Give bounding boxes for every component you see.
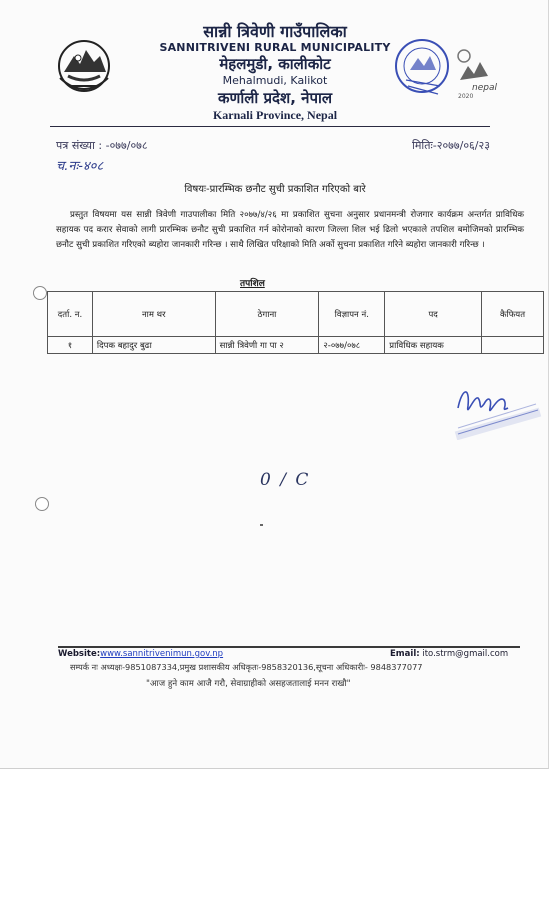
officer-signature-stamp — [448, 378, 544, 440]
table-cell — [482, 337, 544, 354]
table-row — [48, 337, 544, 354]
province-en: Karnali Province, Nepal — [212, 108, 338, 122]
municipality-name-np: सान्नी त्रिवेणी गाउँपालिका — [203, 22, 347, 41]
footer-divider — [58, 646, 520, 648]
column-header: दर्ता. न. — [48, 292, 93, 337]
email-label: Email: — [390, 649, 420, 659]
dispatch-number: च.नः-४०८ — [56, 159, 104, 174]
header-divider — [50, 126, 490, 127]
municipality-name-en: SANNITRIVENI RURAL MUNICIPALITY — [159, 41, 391, 54]
ink-speck — [260, 524, 263, 526]
shortlist-table — [47, 291, 544, 354]
table-title: तपशिल — [240, 279, 265, 289]
website-link[interactable]: www.sannitrivenimun.gov.np — [100, 649, 224, 659]
column-header: ठेगाना — [215, 292, 319, 337]
letter-body: प्रस्तुत विषयमा यस सान्नी त्रिवेणी गाउपालीका मिति २०७७/४/२६ मा प्रकाशित सुचना अनुसार प्रधानमन्त्री रोजगार कार्यक्रम अन्तर्गत प्राविधिक सहायक पद करार सेवाको लागी प्रारम्भिक छनौट सुची प्रकाशित गर्न कोरोनाको कारण जिल्ला शिल भई ढिलो भएकाले तपशिल बमोजिमको प्रारम्भिक छनौट सुची प्रकाशित गरिएको ब्यहोरा जानकारी गरिन्छ । साथै लिखित परिक्षाको मिति अर्को सुचना प्रकाशित गरिने ब्यहोरा जानकारी गरिन्छ । — [56, 210, 524, 251]
nepal-emblem-logo — [56, 38, 112, 96]
table-cell: दिपक बहादुर बुढा — [92, 337, 215, 354]
table-cell: सान्नी त्रिवेणी गा पा २ — [215, 337, 319, 354]
footer-website — [58, 649, 223, 659]
column-header: नाम थर — [92, 292, 215, 337]
punch-hole — [33, 286, 47, 300]
office-location-en: Mehalmudi, Kalikot — [222, 74, 328, 87]
svg-text:nepal: nepal — [472, 83, 497, 93]
footer-email — [390, 649, 508, 659]
column-header: पद — [385, 292, 482, 337]
footer-motto: "आज हुने काम आजै गरौ, सेवाग्राहीको असहजतालाई मनन राखौ" — [146, 679, 351, 689]
website-label: Website: — [58, 649, 101, 659]
province-np: कर्णाली प्रदेश, नेपाल — [217, 89, 333, 107]
reference-number: पत्र संख्या : -०७७/०७८ — [56, 139, 148, 152]
letter-subject: विषयः-प्रारम्भिक छनौट सुची प्रकाशित गरिएको बारे — [184, 184, 366, 195]
office-location-np: मेहलमुडी, कालीकोट — [219, 55, 331, 73]
table-header-row — [48, 292, 544, 337]
table-cell: प्राविधिक सहायक — [385, 337, 482, 354]
letter-date: मितिः-२०७७/०६/२३ — [412, 139, 490, 152]
svg-text:2020: 2020 — [458, 93, 474, 100]
column-header: कैफियत — [482, 292, 544, 337]
table-cell: २-०७७/०७८ — [319, 337, 385, 354]
table-cell: १ — [48, 337, 93, 354]
column-header: विज्ञापन नं. — [319, 292, 385, 337]
footer-contacts: सम्पर्क नः अध्यक्षः-9851087334,प्रमुख प्रशासकीय अधिकृतः-9858320136,सूचना अधिकारीः- 9848377077 — [70, 662, 423, 672]
email-value[interactable]: ito.strm@gmail.com — [422, 649, 509, 659]
punch-hole — [35, 497, 49, 511]
handwritten-mark: 0 / C — [260, 470, 311, 490]
office-seal-stamp — [388, 36, 500, 102]
